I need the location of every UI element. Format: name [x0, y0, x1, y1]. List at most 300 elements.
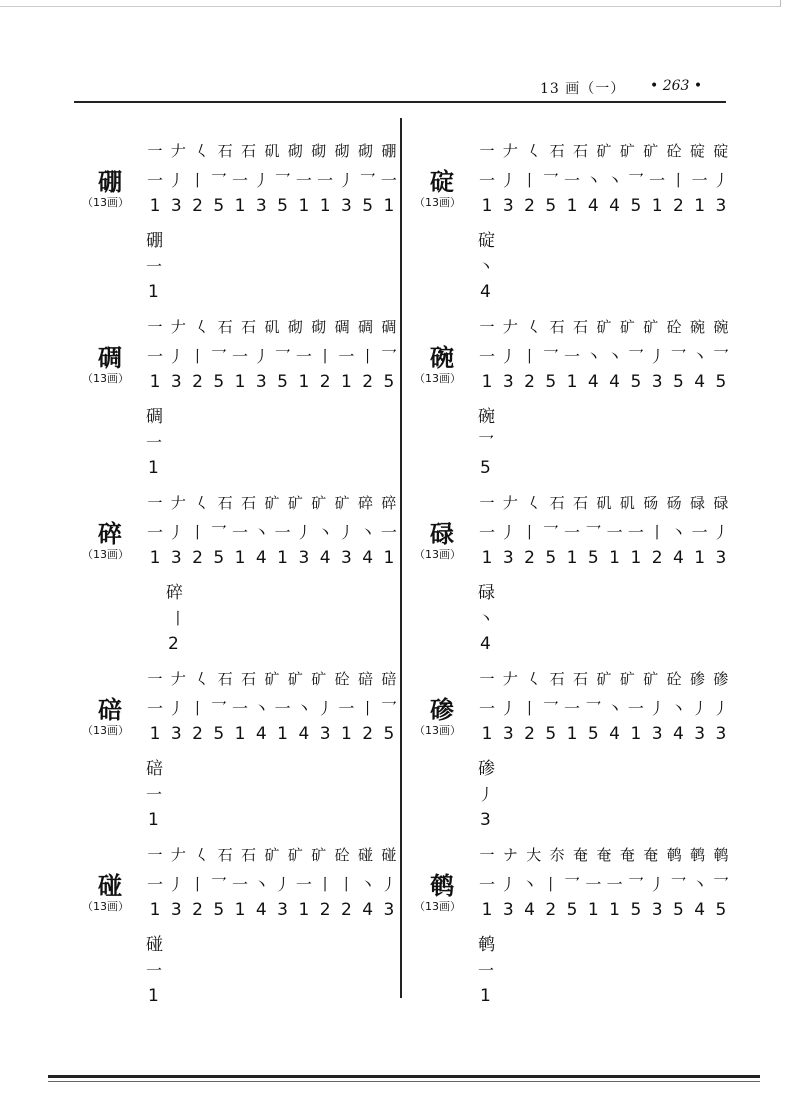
- character-entry: [414, 844, 734, 1014]
- stroke-code: 1: [651, 196, 663, 216]
- stroke-codes: [146, 548, 398, 568]
- stroke-glyph: 丶: [359, 523, 376, 542]
- stroke-code: 3: [255, 196, 267, 216]
- stroke-code: 1: [149, 196, 161, 216]
- stroke-glyph: 丿: [500, 523, 517, 542]
- sequence-step: 𡿨: [526, 494, 542, 512]
- stroke-sequence: [478, 140, 730, 161]
- stroke-code: 3: [502, 548, 514, 568]
- stroke-code: 4: [609, 372, 620, 392]
- stroke-glyph: 丿: [253, 347, 270, 366]
- stroke-glyph: 一: [232, 347, 249, 366]
- stroke-glyph: 一: [564, 523, 581, 542]
- stroke-glyph: 一: [338, 347, 355, 366]
- stroke-sequence: [478, 316, 730, 337]
- sequence-step: 鹌: [690, 846, 706, 864]
- stroke-code: 5: [545, 724, 557, 744]
- stroke-list: [478, 168, 730, 191]
- sequence-step: 𠂇: [502, 670, 518, 688]
- stroke-glyph: 丿: [380, 875, 397, 894]
- character-entry: [414, 316, 734, 486]
- stroke-code: 4: [524, 900, 535, 920]
- sequence-step: 石: [549, 494, 565, 512]
- stroke-code: 5: [545, 548, 557, 568]
- stroke-glyph: 乛: [210, 699, 227, 718]
- stroke-glyph: 丶: [691, 875, 708, 894]
- stroke-code: 5: [672, 900, 684, 920]
- stroke-code: 1: [149, 724, 161, 744]
- stroke-codes: [146, 900, 398, 920]
- sequence-step: 碰: [381, 846, 397, 864]
- stroke-glyph: 丨: [521, 347, 538, 366]
- sequence-step: 矶: [596, 494, 612, 512]
- stroke-glyph: 乛: [542, 171, 559, 190]
- stroke-glyph: 乛: [210, 875, 227, 894]
- sequence-step: 鹌: [713, 846, 729, 864]
- sequence-step: 碰: [358, 846, 374, 864]
- sequence-step: 砼: [666, 670, 682, 688]
- stroke-code: 5: [213, 372, 225, 392]
- stroke-glyph: 丿: [500, 699, 517, 718]
- sequence-step: 石: [217, 846, 233, 864]
- sequence-step: 砼: [666, 318, 682, 336]
- stroke-code: 5: [672, 372, 684, 392]
- stroke-glyph: 丶: [317, 523, 334, 542]
- entry-character: 碗: [430, 344, 454, 372]
- stroke-list: [478, 520, 730, 543]
- stroke-glyph: 一: [585, 875, 602, 894]
- stroke-code: 1: [609, 548, 620, 568]
- sequence-step: 砌: [287, 318, 303, 336]
- sequence-step: 碜: [713, 670, 729, 688]
- stroke-code: 3: [170, 900, 182, 920]
- stroke-glyph: 一: [478, 699, 495, 718]
- stroke-code: 3: [502, 900, 514, 920]
- stroke-glyph: 丿: [338, 171, 355, 190]
- stroke-glyph: 一: [295, 171, 312, 190]
- sequence-step: 石: [217, 670, 233, 688]
- page-number: • 263 •: [650, 78, 703, 94]
- stroke-glyph: 一: [691, 523, 708, 542]
- sequence-step: 碉: [334, 318, 350, 336]
- sequence-step: 碚: [381, 670, 397, 688]
- stroke-code: 4: [587, 372, 599, 392]
- stroke-code: 1: [277, 724, 288, 744]
- entry-character: 碜: [430, 696, 454, 724]
- stroke-code: 4: [694, 372, 706, 392]
- stroke-code: 3: [694, 724, 706, 744]
- stroke-glyph: 一: [564, 699, 581, 718]
- stroke-glyph: 丨: [317, 347, 334, 366]
- stroke-glyph: 丨: [189, 171, 206, 190]
- sequence-step: 𡿨: [526, 318, 542, 336]
- sequence-step: 矿: [287, 494, 303, 512]
- stroke-glyph: 一: [274, 699, 291, 718]
- stroke-code: 4: [694, 900, 706, 920]
- stroke-code: 1: [277, 548, 288, 568]
- stroke-code: 1: [481, 548, 493, 568]
- stroke-code: 3: [340, 548, 352, 568]
- stroke-code: 1: [587, 900, 599, 920]
- stroke-count-label: （13画）: [414, 724, 461, 737]
- stroke-code: 1: [481, 372, 493, 392]
- stroke-code: 1: [298, 900, 310, 920]
- stroke-code: 4: [587, 196, 599, 216]
- sequence-step: 奄: [596, 846, 612, 864]
- stroke-glyph: 丿: [168, 875, 185, 894]
- sequence-step: 矿: [264, 670, 280, 688]
- final-character: 碜: [478, 759, 495, 779]
- entry-character: 碇: [430, 168, 454, 196]
- sequence-step: 一: [147, 846, 163, 864]
- stroke-glyph: 丿: [338, 523, 355, 542]
- stroke-glyph: 丶: [606, 171, 623, 190]
- stroke-code: 5: [213, 724, 225, 744]
- stroke-glyph: 乛: [542, 523, 559, 542]
- sequence-step: 砀: [666, 494, 682, 512]
- sequence-step: 砼: [334, 670, 350, 688]
- final-code: 1: [148, 458, 159, 478]
- stroke-code: 3: [502, 724, 514, 744]
- stroke-code: 5: [587, 724, 599, 744]
- sequence-step: 𠂇: [170, 494, 186, 512]
- stroke-code: 3: [715, 548, 727, 568]
- sequence-step: 碌: [713, 494, 729, 512]
- stroke-code: 1: [630, 548, 642, 568]
- stroke-code: 1: [234, 196, 246, 216]
- stroke-list: [146, 696, 398, 719]
- stroke-glyph: 一: [380, 523, 397, 542]
- sequence-step: 奄: [643, 846, 659, 864]
- stroke-glyph: 丿: [649, 875, 666, 894]
- stroke-sequence: [478, 844, 730, 865]
- stroke-glyph: 乛: [542, 699, 559, 718]
- final-stroke: 一: [146, 961, 163, 980]
- stroke-codes: [478, 372, 730, 392]
- stroke-code: 5: [383, 724, 395, 744]
- stroke-glyph: 乛: [712, 347, 729, 366]
- sequence-step: 矿: [619, 142, 635, 160]
- stroke-glyph: 丨: [359, 699, 376, 718]
- stroke-code: 2: [524, 372, 535, 392]
- stroke-code: 3: [651, 372, 663, 392]
- stroke-glyph: 丿: [712, 699, 729, 718]
- stroke-glyph: 乛: [670, 347, 687, 366]
- sequence-step: 大: [526, 846, 542, 864]
- sequence-step: 𠂇: [170, 670, 186, 688]
- stroke-glyph: 丿: [295, 523, 312, 542]
- stroke-code: 3: [255, 372, 267, 392]
- sequence-step: 一: [147, 318, 163, 336]
- stroke-glyph: 一: [232, 171, 249, 190]
- stroke-glyph: 乛: [210, 347, 227, 366]
- stroke-code: 1: [234, 548, 246, 568]
- sequence-step: 𠂇: [170, 318, 186, 336]
- stroke-code: 1: [149, 900, 161, 920]
- stroke-code: 4: [672, 724, 684, 744]
- stroke-code: 2: [192, 900, 203, 920]
- stroke-glyph: 丿: [691, 699, 708, 718]
- stroke-code: 1: [694, 196, 706, 216]
- stroke-code: 1: [630, 724, 642, 744]
- sequence-step: 一: [479, 670, 495, 688]
- stroke-glyph: 丶: [606, 699, 623, 718]
- stroke-glyph: 乛: [210, 171, 227, 190]
- sequence-step: 碇: [713, 142, 729, 160]
- stroke-code: 5: [587, 548, 599, 568]
- stroke-glyph: 乛: [627, 347, 644, 366]
- stroke-glyph: 丶: [585, 347, 602, 366]
- stroke-code: 1: [566, 196, 578, 216]
- stroke-code: 5: [362, 196, 374, 216]
- sequence-step: 碇: [690, 142, 706, 160]
- stroke-glyph: 一: [564, 347, 581, 366]
- stroke-glyph: 乛: [210, 523, 227, 542]
- sequence-step: 𡿨: [194, 142, 210, 160]
- stroke-code: 5: [277, 196, 288, 216]
- stroke-glyph: 乛: [627, 875, 644, 894]
- stroke-glyph: 丶: [253, 699, 270, 718]
- sequence-step: 矿: [287, 670, 303, 688]
- stroke-glyph: 丿: [500, 875, 517, 894]
- stroke-glyph: 丿: [712, 523, 729, 542]
- stroke-glyph: 一: [478, 523, 495, 542]
- sequence-step: 矿: [619, 670, 635, 688]
- stroke-code: 3: [715, 724, 727, 744]
- final-character: 碚: [146, 759, 163, 779]
- stroke-glyph: 丿: [500, 171, 517, 190]
- stroke-code: 3: [715, 196, 727, 216]
- final-stroke: 丿: [478, 785, 495, 804]
- stroke-glyph: 一: [232, 875, 249, 894]
- stroke-glyph: 丿: [168, 347, 185, 366]
- sequence-step: 矶: [264, 142, 280, 160]
- sequence-step: 石: [241, 494, 257, 512]
- final-character: 鹌: [478, 935, 495, 955]
- sequence-step: 矿: [334, 494, 350, 512]
- stroke-code: 5: [630, 900, 642, 920]
- sequence-step: 石: [217, 318, 233, 336]
- stroke-glyph: 乛: [585, 699, 602, 718]
- stroke-list: [146, 344, 398, 367]
- stroke-glyph: 一: [146, 875, 163, 894]
- stroke-glyph: 丨: [670, 171, 687, 190]
- character-entry: [82, 140, 402, 310]
- stroke-glyph: 一: [232, 699, 249, 718]
- stroke-glyph: 丨: [189, 347, 206, 366]
- character-entry: [414, 492, 734, 662]
- stroke-glyph: 乛: [380, 347, 397, 366]
- sequence-step: 矿: [311, 494, 327, 512]
- final-code: 3: [480, 810, 491, 830]
- stroke-code: 2: [651, 548, 663, 568]
- stroke-code: 3: [651, 900, 663, 920]
- stroke-code: 1: [298, 372, 310, 392]
- sequence-step: 奄: [619, 846, 635, 864]
- stroke-code: 2: [192, 196, 203, 216]
- stroke-code: 2: [362, 724, 374, 744]
- stroke-code: 3: [170, 724, 182, 744]
- stroke-list: [146, 520, 398, 543]
- stroke-code: 5: [630, 196, 642, 216]
- stroke-code: 4: [255, 724, 267, 744]
- final-character: 碰: [146, 935, 163, 955]
- stroke-glyph: 一: [627, 699, 644, 718]
- stroke-glyph: 乛: [380, 699, 397, 718]
- stroke-glyph: 丿: [649, 699, 666, 718]
- stroke-code: 3: [340, 196, 352, 216]
- sequence-step: 石: [549, 142, 565, 160]
- stroke-code: 2: [672, 196, 684, 216]
- stroke-sequence: [146, 844, 398, 865]
- stroke-list: [478, 696, 730, 719]
- stroke-count-label: （13画）: [414, 548, 461, 561]
- stroke-code: 3: [502, 372, 514, 392]
- stroke-code: 3: [298, 548, 310, 568]
- stroke-glyph: 一: [606, 875, 623, 894]
- stroke-list: [146, 872, 398, 895]
- stroke-code: 4: [362, 548, 374, 568]
- sequence-step: 𡿨: [526, 670, 542, 688]
- sequence-step: 矿: [596, 318, 612, 336]
- sequence-step: 𠂇: [502, 318, 518, 336]
- stroke-code: 2: [524, 196, 535, 216]
- sequence-step: 𡿨: [194, 318, 210, 336]
- stroke-code: 1: [481, 724, 493, 744]
- sequence-step: 石: [549, 318, 565, 336]
- stroke-glyph: 丿: [500, 347, 517, 366]
- sequence-step: 碗: [690, 318, 706, 336]
- character-entry: [82, 668, 402, 838]
- stroke-sequence: [146, 492, 398, 513]
- stroke-glyph: 一: [478, 875, 495, 894]
- sequence-step: 砌: [311, 142, 327, 160]
- stroke-code: 1: [149, 548, 161, 568]
- stroke-count-label: （13画）: [414, 372, 461, 385]
- stroke-glyph: 乛: [585, 523, 602, 542]
- stroke-code: 3: [383, 900, 395, 920]
- stroke-glyph: 一: [606, 523, 623, 542]
- stroke-glyph: 一: [649, 171, 666, 190]
- stroke-glyph: 丨: [189, 699, 206, 718]
- stroke-sequence: [146, 668, 398, 689]
- sequence-step: 奄: [573, 846, 589, 864]
- sequence-step: 鹌: [666, 846, 682, 864]
- stroke-glyph: 一: [317, 171, 334, 190]
- character-entry: [82, 316, 402, 486]
- stroke-glyph: 丶: [521, 875, 538, 894]
- stroke-glyph: 丨: [359, 347, 376, 366]
- sequence-step: 一: [479, 142, 495, 160]
- sequence-step: 碚: [358, 670, 374, 688]
- stroke-code: 5: [277, 372, 288, 392]
- stroke-list: [478, 344, 730, 367]
- stroke-glyph: 一: [564, 171, 581, 190]
- stroke-glyph: 乛: [274, 171, 291, 190]
- stroke-glyph: 一: [232, 523, 249, 542]
- stroke-glyph: 一: [627, 523, 644, 542]
- sequence-step: 一: [479, 494, 495, 512]
- entry-character: 鹌: [430, 872, 454, 900]
- stroke-code: 4: [672, 548, 684, 568]
- stroke-code: 2: [545, 900, 557, 920]
- stroke-codes: [478, 900, 730, 920]
- stroke-code: 5: [213, 196, 225, 216]
- sequence-step: 碜: [690, 670, 706, 688]
- stroke-code: 1: [319, 196, 331, 216]
- stroke-codes: [478, 196, 730, 216]
- final-character: 碇: [478, 231, 495, 251]
- sequence-step: 砌: [287, 142, 303, 160]
- stroke-glyph: 丶: [359, 875, 376, 894]
- sequence-step: 矶: [264, 318, 280, 336]
- sequence-step: 一: [147, 142, 163, 160]
- stroke-code: 2: [524, 548, 535, 568]
- stroke-glyph: 一: [146, 171, 163, 190]
- stroke-code: 2: [192, 724, 203, 744]
- stroke-code: 1: [340, 724, 352, 744]
- final-stroke: 乛: [478, 433, 495, 452]
- sequence-step: 𡿨: [526, 142, 542, 160]
- sequence-step: 石: [573, 670, 589, 688]
- stroke-code: 2: [524, 724, 535, 744]
- sequence-step: 矿: [311, 670, 327, 688]
- sequence-step: 碎: [381, 494, 397, 512]
- sequence-step: 碉: [358, 318, 374, 336]
- sequence-step: 一: [147, 494, 163, 512]
- stroke-glyph: 丨: [189, 523, 206, 542]
- stroke-glyph: 丶: [585, 171, 602, 190]
- stroke-glyph: 一: [274, 523, 291, 542]
- sequence-step: 石: [573, 318, 589, 336]
- stroke-count-label: （13画）: [82, 196, 129, 209]
- stroke-code: 5: [545, 372, 557, 392]
- stroke-code: 4: [298, 724, 310, 744]
- stroke-code: 4: [362, 900, 374, 920]
- final-character: 硼: [146, 231, 163, 251]
- stroke-glyph: 一: [691, 171, 708, 190]
- stroke-count-label: （13画）: [82, 900, 129, 913]
- final-code: 1: [148, 810, 159, 830]
- sequence-step: 矿: [643, 670, 659, 688]
- stroke-glyph: 丨: [338, 875, 355, 894]
- stroke-glyph: 乛: [274, 347, 291, 366]
- stroke-code: 3: [170, 548, 182, 568]
- sequence-step: 𡿨: [194, 670, 210, 688]
- final-code: 1: [480, 986, 491, 1006]
- stroke-code: 1: [566, 372, 578, 392]
- sequence-step: 碉: [381, 318, 397, 336]
- stroke-code: 1: [149, 372, 161, 392]
- stroke-glyph: 丿: [649, 347, 666, 366]
- stroke-code: 4: [609, 724, 620, 744]
- sequence-step: 石: [241, 318, 257, 336]
- sequence-step: 𠂇: [170, 142, 186, 160]
- stroke-glyph: 丨: [521, 171, 538, 190]
- stroke-glyph: 一: [295, 875, 312, 894]
- final-code: 5: [480, 458, 491, 478]
- stroke-codes: [146, 372, 398, 392]
- stroke-code: 3: [170, 196, 182, 216]
- stroke-codes: [478, 548, 730, 568]
- sequence-step: 石: [241, 670, 257, 688]
- stroke-codes: [478, 724, 730, 744]
- stroke-sequence: [478, 668, 730, 689]
- stroke-code: 1: [481, 900, 493, 920]
- stroke-code: 3: [277, 900, 288, 920]
- entry-character: 碉: [98, 344, 122, 372]
- stroke-code: 1: [694, 548, 706, 568]
